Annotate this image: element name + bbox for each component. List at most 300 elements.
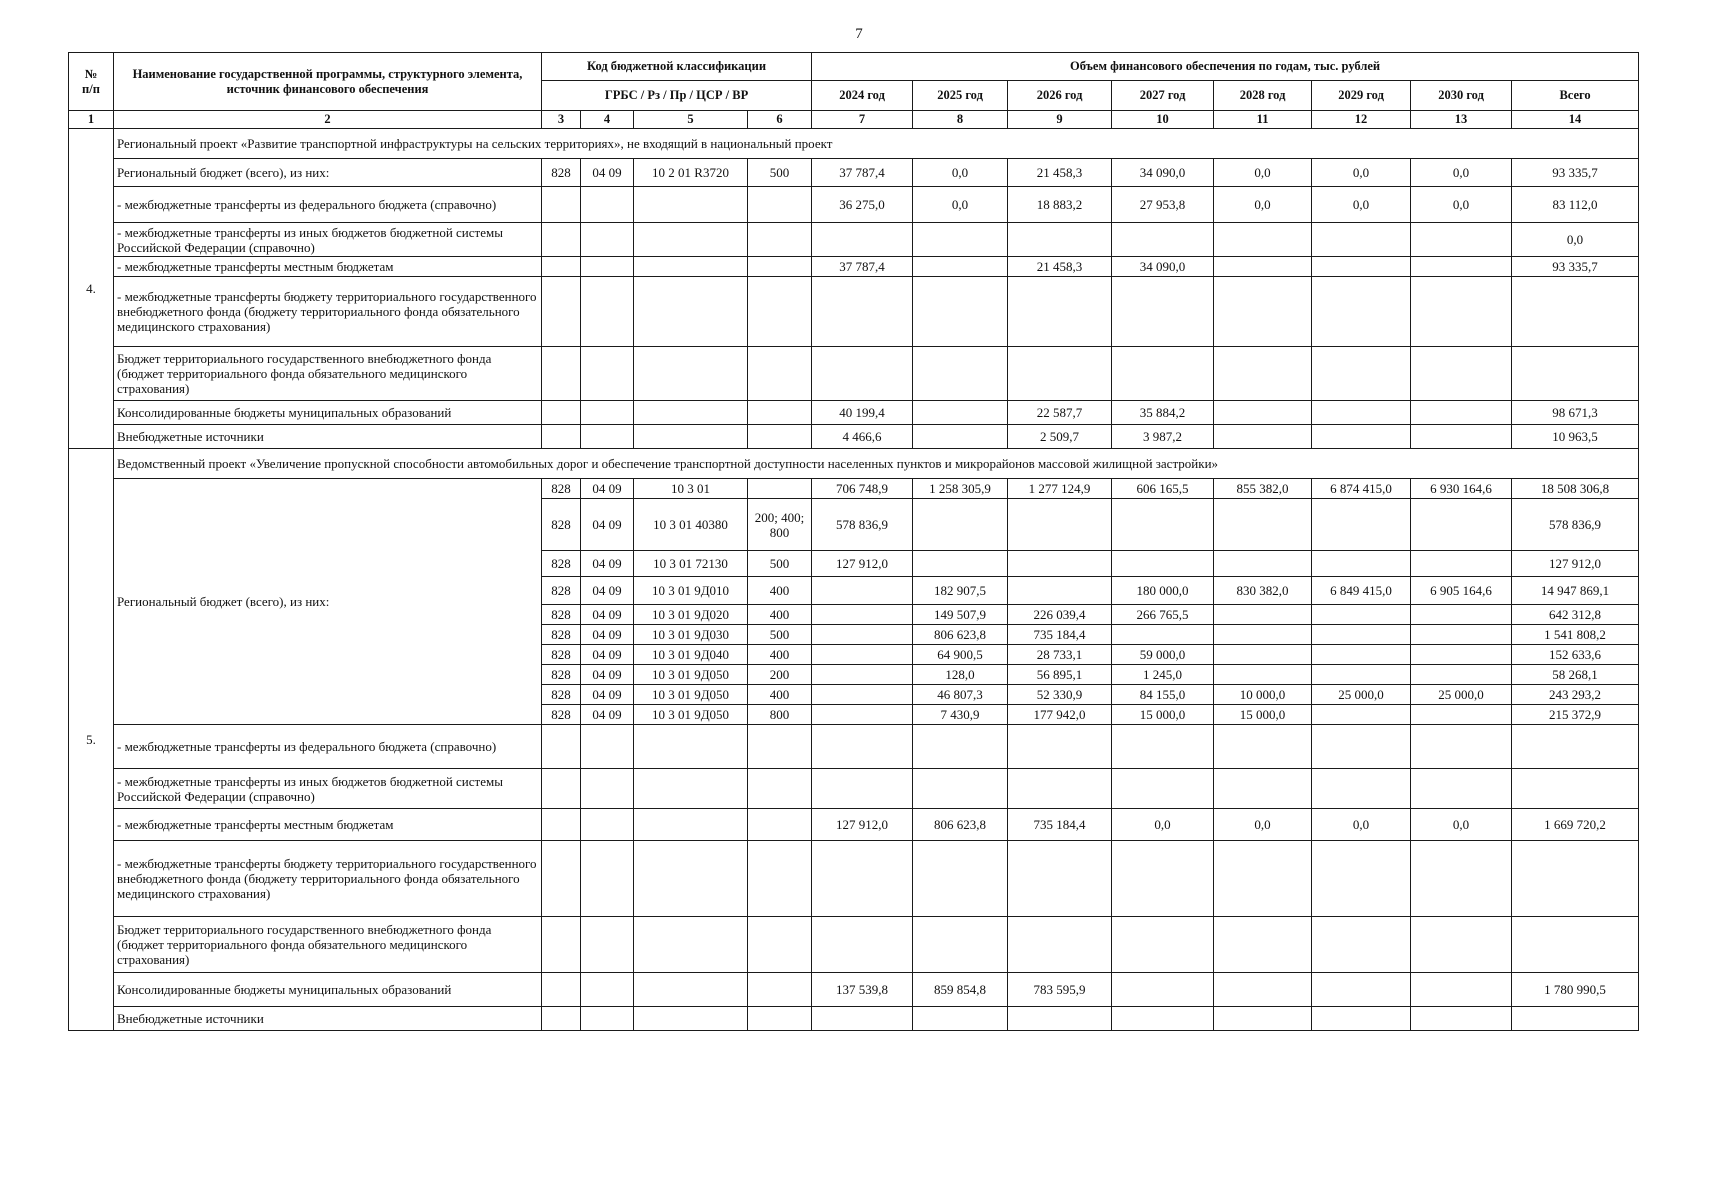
code-cell: 04 09 [581,605,634,625]
value-cell [1512,769,1639,809]
value-cell [1512,917,1639,973]
header-year: 2030 год [1411,81,1512,111]
value-cell [1008,551,1112,577]
value-cell [1008,725,1112,769]
value-cell: 28 733,1 [1008,645,1112,665]
code-cell [634,769,748,809]
code-cell [581,187,634,223]
code-cell [542,223,581,257]
value-cell [1411,425,1512,449]
value-cell: 21 458,3 [1008,257,1112,277]
value-cell: 22 587,7 [1008,401,1112,425]
value-cell: 40 199,4 [812,401,913,425]
value-cell: 1 541 808,2 [1512,625,1639,645]
value-cell [1411,917,1512,973]
value-cell: 127 912,0 [812,551,913,577]
value-cell [1112,1007,1214,1031]
value-cell [1411,625,1512,645]
value-cell: 859 854,8 [913,973,1008,1007]
code-cell [542,769,581,809]
code-cell [748,257,812,277]
value-cell [1112,551,1214,577]
code-cell: 10 3 01 9Д010 [634,577,748,605]
column-index: 12 [1312,111,1411,129]
value-cell: 735 184,4 [1008,809,1112,841]
value-cell [1312,401,1411,425]
value-cell: 59 000,0 [1112,645,1214,665]
code-cell: 400 [748,605,812,625]
code-cell: 500 [748,625,812,645]
column-index: 7 [812,111,913,129]
value-cell [1214,347,1312,401]
value-cell [1112,973,1214,1007]
section-number: 5. [69,449,114,1031]
value-cell: 0,0 [1214,159,1312,187]
value-cell [1411,725,1512,769]
value-cell: 6 930 164,6 [1411,479,1512,499]
value-cell [1214,725,1312,769]
value-cell [1008,277,1112,347]
value-cell: 84 155,0 [1112,685,1214,705]
code-cell [748,479,812,499]
code-cell [748,725,812,769]
value-cell [1214,499,1312,551]
code-cell [634,841,748,917]
code-cell [542,401,581,425]
column-index: 4 [581,111,634,129]
column-index: 8 [913,111,1008,129]
value-cell: 2 509,7 [1008,425,1112,449]
row-label: - межбюджетные трансферты из федерального бюджета (справочно) [114,187,542,223]
value-cell: 177 942,0 [1008,705,1112,725]
table-row [69,277,1639,347]
value-cell: 578 836,9 [812,499,913,551]
value-cell: 806 623,8 [913,625,1008,645]
column-index: 6 [748,111,812,129]
value-cell [1312,499,1411,551]
value-cell: 34 090,0 [1112,159,1214,187]
code-cell [542,1007,581,1031]
code-cell [634,223,748,257]
table-row [69,1007,1639,1031]
value-cell: 152 633,6 [1512,645,1639,665]
value-cell [913,277,1008,347]
value-cell: 56 895,1 [1008,665,1112,685]
table-row [69,401,1639,425]
code-cell: 10 2 01 R3720 [634,159,748,187]
row-label: - межбюджетные трансферты местным бюджетам [114,257,542,277]
table-row [69,257,1639,277]
row-label: - межбюджетные трансферты местным бюджетам [114,809,542,841]
value-cell: 36 275,0 [812,187,913,223]
value-cell: 15 000,0 [1112,705,1214,725]
code-cell [748,223,812,257]
code-cell [581,401,634,425]
value-cell: 226 039,4 [1008,605,1112,625]
value-cell [1112,841,1214,917]
code-cell [581,257,634,277]
code-cell: 04 09 [581,551,634,577]
column-index: 10 [1112,111,1214,129]
value-cell [812,685,913,705]
value-cell: 0,0 [1214,809,1312,841]
code-cell: 500 [748,551,812,577]
value-cell: 4 466,6 [812,425,913,449]
value-cell: 1 780 990,5 [1512,973,1639,1007]
value-cell [1312,973,1411,1007]
code-cell [634,187,748,223]
code-cell [748,401,812,425]
value-cell [1512,841,1639,917]
value-cell [1008,577,1112,605]
code-cell [634,401,748,425]
value-cell [1008,769,1112,809]
value-cell [1312,257,1411,277]
code-cell: 400 [748,577,812,605]
header-code-group: Код бюджетной классификации [542,53,812,81]
code-cell: 828 [542,605,581,625]
value-cell: 14 947 869,1 [1512,577,1639,605]
row-label: Консолидированные бюджеты муниципальных образований [114,973,542,1007]
value-cell [913,223,1008,257]
page-number: 7 [855,26,863,42]
code-cell: 10 3 01 40380 [634,499,748,551]
column-index: 9 [1008,111,1112,129]
code-cell [748,973,812,1007]
value-cell: 149 507,9 [913,605,1008,625]
code-cell: 10 3 01 9Д050 [634,665,748,685]
value-cell: 127 912,0 [1512,551,1639,577]
table-row [69,479,1639,499]
code-cell [634,725,748,769]
code-cell [542,841,581,917]
code-cell [542,725,581,769]
code-cell: 10 3 01 [634,479,748,499]
value-cell: 6 905 164,6 [1411,577,1512,605]
table-row [69,917,1639,973]
code-cell [581,425,634,449]
code-cell: 04 09 [581,705,634,725]
table-row [69,769,1639,809]
value-cell [1512,725,1639,769]
value-cell: 215 372,9 [1512,705,1639,725]
value-cell: 128,0 [913,665,1008,685]
value-cell [913,917,1008,973]
code-cell [748,841,812,917]
table-row [69,159,1639,187]
code-cell: 828 [542,645,581,665]
value-cell [812,917,913,973]
header-volume-group: Объем финансового обеспечения по годам, тыс. рублей [812,53,1639,81]
code-cell: 828 [542,625,581,645]
value-cell: 52 330,9 [1008,685,1112,705]
code-cell: 04 09 [581,159,634,187]
value-cell [812,645,913,665]
code-cell: 400 [748,685,812,705]
value-cell [1112,499,1214,551]
value-cell [1312,425,1411,449]
value-cell: 0,0 [913,159,1008,187]
code-cell [581,277,634,347]
value-cell [1312,1007,1411,1031]
value-cell [1008,1007,1112,1031]
value-cell [1411,347,1512,401]
value-cell [812,605,913,625]
value-cell [1312,625,1411,645]
column-index: 11 [1214,111,1312,129]
value-cell [1214,277,1312,347]
value-cell [1214,605,1312,625]
budget-table [68,52,1639,1031]
row-label: - межбюджетные трансферты из федерального бюджета (справочно) [114,725,542,769]
value-cell: 137 539,8 [812,973,913,1007]
value-cell: 7 430,9 [913,705,1008,725]
value-cell: 783 595,9 [1008,973,1112,1007]
value-cell [913,769,1008,809]
value-cell [1411,973,1512,1007]
table-row [69,425,1639,449]
value-cell [1312,645,1411,665]
value-cell: 127 912,0 [812,809,913,841]
column-index: 13 [1411,111,1512,129]
code-cell [542,809,581,841]
code-cell [542,917,581,973]
table-row [69,725,1639,769]
value-cell: 182 907,5 [913,577,1008,605]
value-cell [812,1007,913,1031]
value-cell [1112,769,1214,809]
code-cell [542,277,581,347]
value-cell [1411,401,1512,425]
value-cell: 0,0 [1512,223,1639,257]
section-title: Ведомственный проект «Увеличение пропускной способности автомобильных дорог и обеспечение транспортной доступности населенных пунктов и микрорайонов массовой жилищной застройки» [114,449,1639,479]
code-cell [748,277,812,347]
row-label: Внебюджетные источники [114,1007,542,1031]
value-cell: 21 458,3 [1008,159,1112,187]
value-cell: 46 807,3 [913,685,1008,705]
value-cell [1214,769,1312,809]
value-cell: 0,0 [1411,187,1512,223]
value-cell: 0,0 [1411,809,1512,841]
value-cell [1214,223,1312,257]
row-label: - межбюджетные трансферты бюджету территориального государственного внебюджетного фонда (бюджету территориального фонда обязательного медицинского страхования) [114,277,542,347]
table-row [69,347,1639,401]
value-cell [1214,1007,1312,1031]
value-cell: 0,0 [1312,159,1411,187]
code-cell [581,841,634,917]
value-cell [913,425,1008,449]
value-cell [1512,277,1639,347]
value-cell: 806 623,8 [913,809,1008,841]
value-cell [913,257,1008,277]
value-cell: 27 953,8 [1112,187,1214,223]
value-cell [1411,499,1512,551]
value-cell [812,725,913,769]
code-cell: 04 09 [581,645,634,665]
code-cell [581,347,634,401]
code-cell: 828 [542,685,581,705]
header-year: 2024 год [812,81,913,111]
value-cell [913,551,1008,577]
table-row [69,841,1639,917]
value-cell [1214,401,1312,425]
value-cell [1312,277,1411,347]
code-cell [581,973,634,1007]
value-cell [812,769,913,809]
code-cell [634,973,748,1007]
value-cell: 98 671,3 [1512,401,1639,425]
value-cell: 735 184,4 [1008,625,1112,645]
value-cell [1112,277,1214,347]
row-label: Консолидированные бюджеты муниципальных образований [114,401,542,425]
value-cell [1312,347,1411,401]
code-cell: 10 3 01 9Д050 [634,685,748,705]
value-cell [1411,605,1512,625]
value-cell [913,1007,1008,1031]
code-cell: 10 3 01 9Д020 [634,605,748,625]
value-cell [812,577,913,605]
row-label: Региональный бюджет (всего), из них: [114,159,542,187]
code-cell [581,917,634,973]
code-cell: 10 3 01 9Д040 [634,645,748,665]
code-cell: 500 [748,159,812,187]
value-cell [1008,223,1112,257]
value-cell [1312,725,1411,769]
code-cell: 828 [542,705,581,725]
code-cell: 04 09 [581,479,634,499]
value-cell [1312,665,1411,685]
code-cell: 04 09 [581,685,634,705]
code-cell: 04 09 [581,577,634,605]
value-cell [1112,625,1214,645]
value-cell: 93 335,7 [1512,159,1639,187]
code-cell: 828 [542,577,581,605]
header-year: 2025 год [913,81,1008,111]
value-cell [812,705,913,725]
value-cell [1312,917,1411,973]
value-cell [1112,347,1214,401]
code-cell [748,809,812,841]
code-cell [634,277,748,347]
value-cell [1214,625,1312,645]
value-cell [1214,257,1312,277]
code-cell: 828 [542,159,581,187]
code-cell: 828 [542,499,581,551]
code-cell [634,809,748,841]
value-cell: 10 963,5 [1512,425,1639,449]
value-cell: 0,0 [1411,159,1512,187]
value-cell [1312,551,1411,577]
value-cell [1008,917,1112,973]
code-cell: 10 3 01 9Д030 [634,625,748,645]
value-cell: 25 000,0 [1411,685,1512,705]
value-cell: 830 382,0 [1214,577,1312,605]
value-cell [1411,705,1512,725]
header-name: Наименование государственной программы, структурного элемента, источник финансового обеспечения [114,53,542,111]
value-cell [1312,841,1411,917]
code-cell [542,187,581,223]
code-cell [542,347,581,401]
value-cell [1214,425,1312,449]
value-cell [913,499,1008,551]
section-title-row [69,449,1639,479]
value-cell [1411,841,1512,917]
value-cell [1312,769,1411,809]
value-cell: 3 987,2 [1112,425,1214,449]
value-cell [812,347,913,401]
value-cell: 34 090,0 [1112,257,1214,277]
code-cell [748,1007,812,1031]
value-cell: 10 000,0 [1214,685,1312,705]
table-row [69,973,1639,1007]
value-cell [812,625,913,645]
value-cell [1411,223,1512,257]
column-index: 3 [542,111,581,129]
value-cell: 83 112,0 [1512,187,1639,223]
code-cell: 10 3 01 9Д050 [634,705,748,725]
value-cell [1214,551,1312,577]
value-cell [1312,223,1411,257]
value-cell: 0,0 [1312,187,1411,223]
code-cell [581,809,634,841]
value-cell [1411,277,1512,347]
code-cell: 800 [748,705,812,725]
value-cell [812,223,913,257]
code-cell: 04 09 [581,665,634,685]
row-label: - межбюджетные трансферты из иных бюджетов бюджетной системы Российской Федерации (справочно) [114,769,542,809]
column-index: 2 [114,111,542,129]
code-cell: 828 [542,479,581,499]
value-cell: 6 849 415,0 [1312,577,1411,605]
value-cell [1411,645,1512,665]
value-cell: 642 312,8 [1512,605,1639,625]
value-cell [1312,605,1411,625]
value-cell: 1 258 305,9 [913,479,1008,499]
value-cell [1112,725,1214,769]
value-cell [1008,841,1112,917]
code-cell: 200; 400; 800 [748,499,812,551]
table-row [69,223,1639,257]
row-label: Бюджет территориального государственного внебюджетного фонда (бюджет территориального фонда обязательного медицинского страхования) [114,347,542,401]
value-cell: 37 787,4 [812,159,913,187]
section-title-row [69,129,1639,159]
code-cell [581,725,634,769]
value-cell: 266 765,5 [1112,605,1214,625]
value-cell: 0,0 [1112,809,1214,841]
value-cell [1512,1007,1639,1031]
row-label: Региональный бюджет (всего), из них: [114,479,542,725]
value-cell [913,347,1008,401]
table-row [69,809,1639,841]
column-index: 1 [69,111,114,129]
value-cell [1112,917,1214,973]
value-cell [1214,645,1312,665]
code-cell [581,769,634,809]
value-cell [812,277,913,347]
code-cell: 828 [542,551,581,577]
code-cell [634,425,748,449]
value-cell [913,725,1008,769]
value-cell: 6 874 415,0 [1312,479,1411,499]
code-cell [634,257,748,277]
header-year: 2028 год [1214,81,1312,111]
section-number: 4. [69,129,114,449]
value-cell: 1 245,0 [1112,665,1214,685]
code-cell [748,769,812,809]
code-cell [634,347,748,401]
value-cell: 0,0 [913,187,1008,223]
table-row [69,187,1639,223]
